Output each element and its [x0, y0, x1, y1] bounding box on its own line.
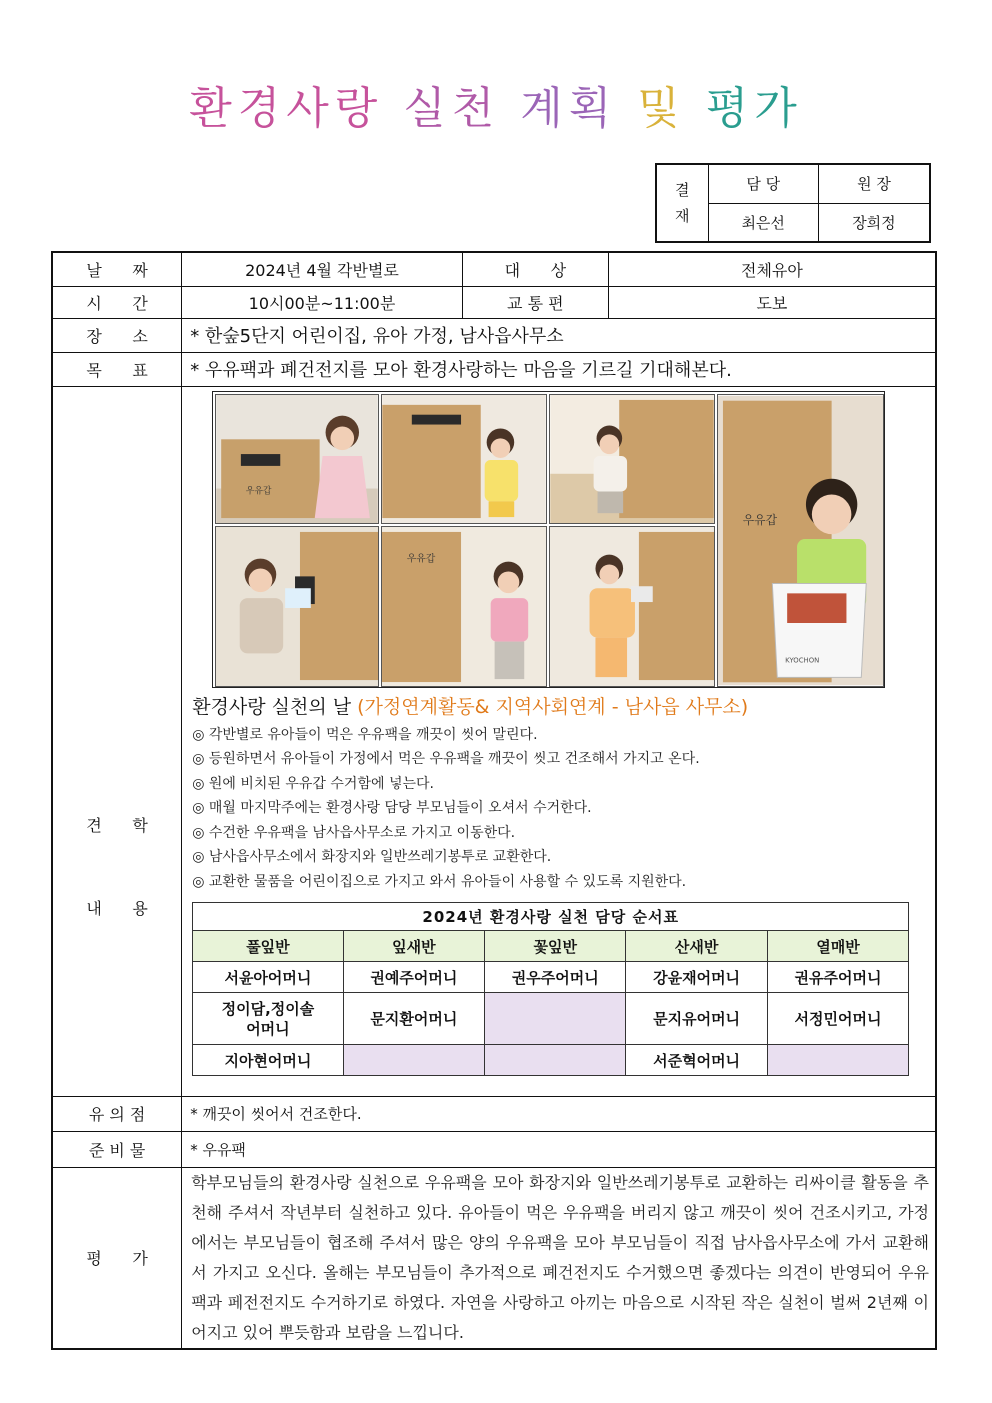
photo-box-label-3: 우유갑	[406, 553, 436, 565]
rota-cell: 서윤아어머니	[193, 962, 344, 993]
content-label-1: 견 학	[86, 816, 148, 835]
caution-value: * 깨끗이 씻어서 건조한다.	[182, 1096, 936, 1131]
caution-label: 유 의 점	[52, 1096, 182, 1131]
photo-child-box-1	[215, 394, 379, 524]
rota-title: 2024년 환경사랑 실천 담당 순서표	[193, 903, 909, 931]
date-value: 2024년 4월 각반별로	[182, 252, 463, 286]
place-label: 장 소	[52, 318, 182, 352]
step-item: ◎ 교환한 물품을 어린이집으로 가지고 와서 유아들이 사용할 수 있도록 지원한다.	[192, 873, 687, 890]
rota-cell: 서정민어머니	[767, 993, 908, 1045]
rota-cell: 정이담,정이솔 어머니	[193, 993, 344, 1045]
transport-label: 교 통 편	[462, 286, 608, 318]
rota-header: 열매반	[767, 931, 908, 962]
prep-label: 준 비 물	[52, 1131, 182, 1167]
rota-cell: 서준혁어머니	[626, 1045, 767, 1076]
step-item: ◎ 남사읍사무소에서 화장지와 일반쓰레기봉투로 교환한다.	[192, 849, 552, 865]
photo-collage	[212, 391, 885, 688]
step-item: ◎ 수건한 우유팩을 남사읍사무소로 가지고 이동한다.	[192, 824, 516, 841]
rota-header: 잎새반	[343, 931, 484, 962]
subtitle-main: 환경사랑 실천의 날	[192, 695, 358, 718]
rota-cell: 지아현어머니	[193, 1045, 344, 1076]
rota-table	[192, 902, 909, 1076]
approval-name-staff: 최은선	[708, 203, 818, 242]
evaluation-text: 학부모님들의 환경사랑 실천으로 우유팩을 모아 화장지와 일반쓰레기봉투로 교환하는 리싸이클 활동을 추천해 주셔서 작년부터 실천하고 있다. 유아들이 먹은 우유팩을 버리지 않고 깨끗이 씻어 건조시키고, 가정에서는 부모님들이 협조해 주셔서 많은 양의 우유팩을 모아 부모님들이 직접 남사읍사무소에 가서 교환해서 가지고 오신다. 올해는 부모님들이 추가적으로 폐건전지도 수거했으면 좋겠다는 의견이 반영되어 우유팩과 페전전지도 수거하기로 하였다. 자연을 사랑하고 아끼는 마음으로 시작된 작은 실천이 벌써 2년째 이어지고 있어 뿌듯함과 보람을 느낍니다.	[182, 1167, 936, 1349]
photo-child-box-5	[381, 526, 547, 687]
prep-value: * 우유팩	[182, 1131, 936, 1167]
goal-value: * 우유팩과 폐건전지를 모아 환경사랑하는 마음을 기르길 기대해본다.	[182, 352, 936, 386]
page-title	[0, 72, 992, 136]
photo-child-box-6	[549, 526, 715, 687]
step-item: ◎ 원에 비치된 우유갑 수거함에 넣는다.	[192, 775, 434, 792]
rota-cell-empty	[485, 1045, 626, 1076]
rota-cell: 문지환어머니	[343, 993, 484, 1045]
rota-header: 산새반	[626, 931, 767, 962]
approval-role-staff: 담 당	[708, 164, 818, 203]
photo-child-box-3	[549, 394, 715, 524]
date-label: 날 짜	[52, 252, 182, 286]
target-value: 전체유아	[608, 252, 936, 286]
eval-label: 평 가	[52, 1167, 182, 1349]
rota-header: 꽃잎반	[485, 931, 626, 962]
photo-box-label-2: 우유갑	[742, 512, 778, 527]
title-part-5: 평가	[705, 83, 803, 134]
rota-cell: 권우주어머니	[485, 962, 626, 993]
step-item: ◎ 각반별로 유아들이 먹은 우유팩을 깨끗이 씻어 말린다.	[192, 726, 538, 743]
rota-cell: 문지유어머니	[626, 993, 767, 1045]
step-item: ◎ 매월 마지막주에는 환경사랑 담당 부모님들이 오셔서 수거한다.	[192, 800, 592, 816]
title-part-3: 계획	[520, 83, 618, 134]
title-part-1: 환경사랑	[189, 83, 384, 134]
rota-cell-empty	[767, 1045, 908, 1076]
approval-name-director: 장희정	[818, 203, 930, 242]
content-label-2: 내 용	[86, 899, 148, 918]
rota-cell: 권유주어머니	[767, 962, 908, 993]
photo-child-box-4	[215, 526, 379, 687]
time-value: 10시00분~11:00분	[182, 286, 463, 318]
photo-child-box-2	[381, 394, 547, 524]
activity-steps	[182, 723, 935, 895]
rota-header: 풀잎반	[193, 931, 344, 962]
approval-label: 결 재	[656, 164, 708, 242]
time-label: 시 간	[52, 286, 182, 318]
content-label	[52, 386, 182, 1096]
photo-child-bag	[717, 394, 884, 687]
approval-box	[655, 163, 931, 243]
plan-table	[51, 251, 937, 1350]
rota-cell-empty	[485, 993, 626, 1045]
transport-value: 도보	[608, 286, 936, 318]
goal-label: 목 표	[52, 352, 182, 386]
title-part-2: 실천	[403, 83, 501, 134]
photo-box-label: 우유갑	[245, 485, 272, 496]
target-label: 대 상	[462, 252, 608, 286]
rota-cell: 권예주어머니	[343, 962, 484, 993]
step-item: ◎ 등원하면서 유아들이 가정에서 먹은 우유팩을 깨끗이 씻고 건조해서 가지고 온다.	[192, 751, 700, 767]
place-value: * 한숲5단지 어린이집, 유아 가정, 남사읍사무소	[182, 318, 936, 352]
rota-cell: 강윤재어머니	[626, 962, 767, 993]
rota-cell-empty	[343, 1045, 484, 1076]
content-cell	[182, 386, 936, 1096]
subtitle-extra: (가정연계활동& 지역사회연계 - 남사읍 사무소)	[357, 695, 749, 718]
title-part-4: 및	[637, 83, 686, 134]
approval-role-director: 원 장	[818, 164, 930, 203]
activity-subtitle	[192, 692, 935, 719]
photo-bag-label: KYOCHON	[785, 656, 820, 665]
